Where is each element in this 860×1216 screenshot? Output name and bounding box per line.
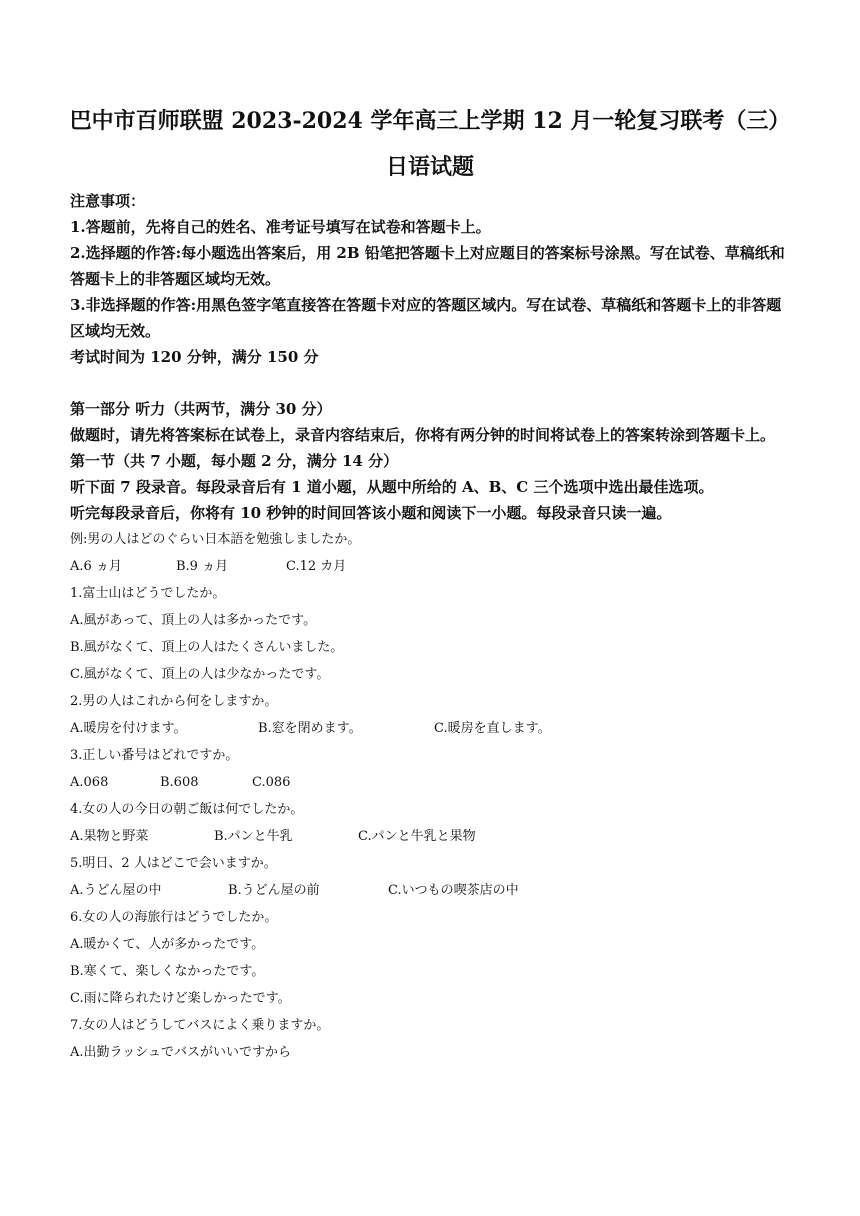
option: C.086 [252, 775, 291, 790]
option: B.9 ヵ月 [176, 559, 229, 574]
example-options [70, 553, 794, 580]
notice-item: 1.答题前，先将自己的姓名、准考证号填写在试卷和答题卡上。 [70, 218, 491, 236]
options-row [70, 769, 794, 796]
part1-title: 第一部分 听力（共两节，满分 30 分） [70, 400, 332, 418]
options-row [70, 877, 794, 904]
question-2: 2.男の人はこれから何をしますか。 [70, 694, 278, 709]
option: A.風があって、頂上の人は多かったです。 [70, 613, 317, 628]
option: C.風がなくて、頂上の人は少なかったです。 [70, 667, 330, 682]
options-row [70, 823, 794, 850]
option: B.パンと牛乳 [214, 829, 293, 844]
example-question: 例:男の人はどのぐらい日本語を勉強しましたか。 [70, 532, 361, 547]
question-4: 4.女の人の今日の朝ご飯は何でしたか。 [70, 802, 304, 817]
option: A.うどん屋の中 [70, 883, 162, 898]
question-6: 6.女の人の海旅行はどうでしたか。 [70, 910, 278, 925]
part1-instruction: 做题时，请先将答案标在试卷上，录音内容结束后，你将有两分钟的时间将试卷上的答案转涂到答题卡上。 [70, 426, 776, 444]
option: B.窓を閉めます。 [258, 721, 362, 736]
question-7: 7.女の人はどうしてバスによく乗りますか。 [70, 1018, 330, 1033]
option: C.暖房を直します。 [434, 721, 551, 736]
section1-instruction: 听下面 7 段录音。每段录音后有 1 道小题，从题中所给的 A、B、C 三个选项中选出最佳选项。 [70, 478, 714, 496]
section1-instruction: 听完每段录音后，你将有 10 秒钟的时间回答该小题和阅读下一小题。每段录音只读一遍。 [70, 504, 672, 522]
option: B.風がなくて、頂上の人はたくさんいました。 [70, 640, 344, 655]
option: C.12 カ月 [286, 559, 347, 574]
exam-body [70, 188, 794, 1066]
exam-subtitle: 日语试题 [385, 154, 474, 180]
section1-title: 第一节（共 7 小题，每小题 2 分，满分 14 分） [70, 452, 399, 470]
option: A.果物と野菜 [70, 829, 149, 844]
option: C.パンと牛乳と果物 [358, 829, 476, 844]
spacer [70, 370, 794, 396]
option: C.いつもの喫茶店の中 [388, 883, 519, 898]
exam-title: 巴中市百师联盟 2023-2024 学年高三上学期 12 月一轮复习联考（三） [69, 108, 791, 134]
option: A.暖房を付けます。 [70, 721, 187, 736]
option: B.608 [160, 775, 199, 790]
option: A.6 ヵ月 [70, 559, 122, 574]
option: A.出勤ラッシュでバスがいいですから [70, 1045, 292, 1060]
option: C.雨に降られたけど楽しかったです。 [70, 991, 291, 1006]
notice-heading: 注意事项： [70, 192, 146, 210]
question-5: 5.明日、2 人はどこで会いますか。 [70, 856, 277, 871]
question-3: 3.正しい番号はどれですか。 [70, 748, 239, 763]
option: A.068 [70, 775, 109, 790]
question-1: 1.富士山はどうでしたか。 [70, 586, 226, 601]
option: B.寒くて、楽しくなかったです。 [70, 964, 265, 979]
options-row [70, 715, 794, 742]
exam-time: 考试时间为 120 分钟，满分 150 分 [70, 348, 319, 366]
notice-item: 2.选择题的作答:每小题选出答案后，用 2B 铅笔把答题卡上对应题目的答案标号涂黑。写在试卷、草稿纸和答题卡上的非答题区域均无效。 [70, 244, 785, 288]
option: B.うどん屋の前 [228, 883, 320, 898]
notice-item: 3.非选择题的作答:用黑色签字笔直接答在答题卡对应的答题区域内。写在试卷、草稿纸和答题卡上的非答题区域均无效。 [70, 296, 782, 340]
option: A.暖かくて、人が多かったです。 [70, 937, 265, 952]
